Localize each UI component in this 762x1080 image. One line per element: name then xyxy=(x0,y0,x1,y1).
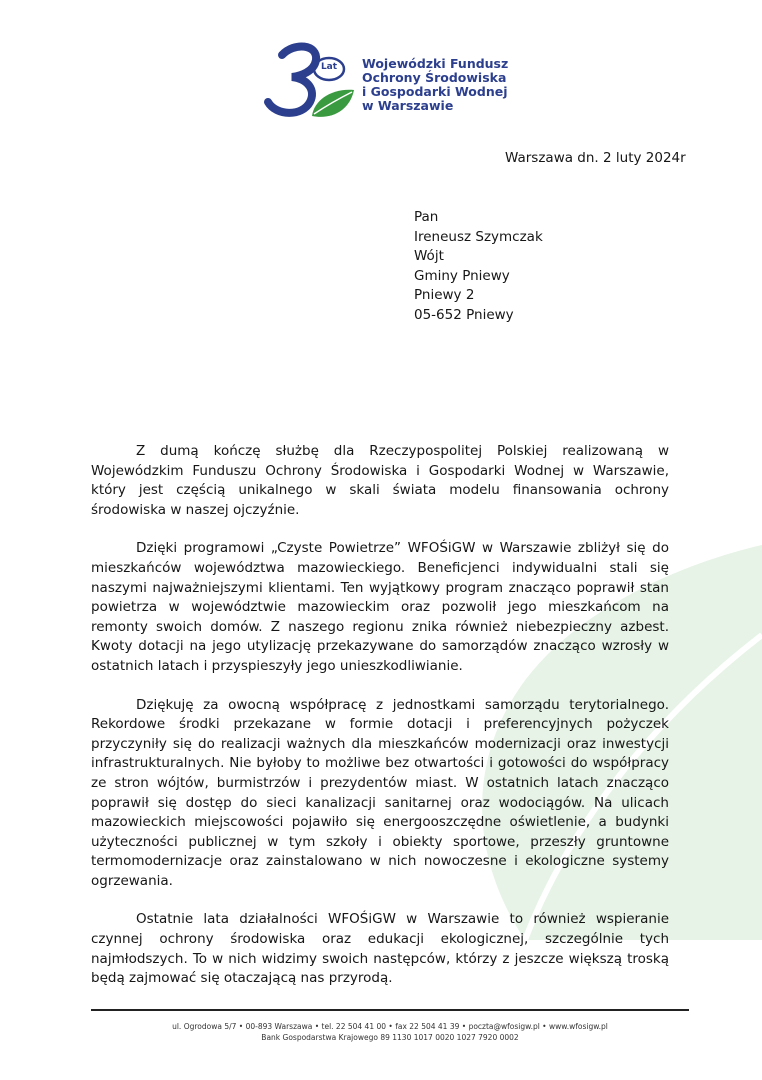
body-paragraph: Z dumą kończę służbę dla Rzeczypospolitej Polskiej realizowaną w Wojewódzkim Funduszu Ochrony Środowiska i Gospodarki Wodnej w Warszawie, który jest częścią unikalnego w skali świata modelu finansowania ochrony środowiska w naszej ojczyźnie. xyxy=(91,443,669,518)
body-paragraph: Dziękuję za owocną współpracę z jednostkami samorządu terytorialnego. Rekordowe środki przekazane w formie dotacji i preferencyjnych pożyczek przyczyniły się do realizacji ważnych dla mieszkańców modernizacji oraz inwestycji infrastrukturalnych. Nie byłoby to możliwe bez otwartości i gotowości do współpracy ze stron wójtów, burmistrzów i prezydentów miast. W ostatnich latach znacząco poprawił się dostęp do sieci kanalizacji sanitarnej oraz wodociągów. Na ulicach mazowieckich miejscowości pojawiło się energooszczędne oświetlenie, a budynki użyteczności publicznej w tym szkoły i obiekty sportowe, przeszły gruntowne termomodernizacje oraz zainstalowano w nich nowoczesne i ekologiczne systemy ogrzewania. xyxy=(91,696,669,889)
letter-date: Warszawa dn. 2 luty 2024r xyxy=(505,150,686,166)
footer xyxy=(91,1022,689,1043)
footer-divider xyxy=(91,1009,689,1011)
logo-name-line: Wojewódzki Fundusz xyxy=(362,56,509,71)
logo-lat-label: Lat xyxy=(320,62,338,72)
recipient-line: Wójt xyxy=(414,248,444,265)
logo-name xyxy=(362,57,508,113)
logo-name-line: i Gospodarki Wodnej xyxy=(362,84,508,99)
body-paragraph: Ostatnie lata działalności WFOŚiGW w Warszawie to również wspieranie czynnej ochrony środowiska oraz edukacji ekologicznej, szczególnie tych najmłodszych. To w nich widzimy swoich następców, którzy z jeszcze większą troską będą zajmować się otaczającą nas przyrodą. xyxy=(91,911,669,987)
footer-contact: ul. Ogrodowa 5/7 • 00-893 Warszawa • tel. 22 504 41 00 • fax 22 504 41 39 • poczta@wfosigw.pl • www.wfosigw.pl xyxy=(172,1022,608,1031)
letter-body xyxy=(91,442,669,1008)
recipient-address xyxy=(414,208,543,326)
body-paragraph: Dzięki programowi „Czyste Powietrze” WFOŚiGW w Warszawie zbliżył się do mieszkańców województwa mazowieckiego. Beneficjenci indywidualni stali się naszymi najważniejszymi klientami. Ten wyjątkowy program znacząco poprawił stan powietrza w województwie mazowieckim oraz pozwolił jego mieszkańcom na remonty swoich domów. Z naszego regionu znika również niebezpieczny azbest. Kwoty dotacji na jego utylizację przekazywane do samorządów znacząco wzrosły w ostatnich latach i przyspieszyły jego unieszkodliwianie. xyxy=(91,540,669,674)
anniversary-30-logo-icon xyxy=(262,40,362,120)
recipient-line: Pan xyxy=(414,209,439,225)
logo-name-line: Ochrony Środowiska xyxy=(362,70,507,85)
recipient-line: Gminy Pniewy xyxy=(414,267,510,284)
logo-name-line: w Warszawie xyxy=(362,98,454,113)
footer-bank-account: Bank Gospodarstwa Krajowego 89 1130 1017 0020 1027 7920 0002 xyxy=(261,1032,519,1042)
recipient-line: Ireneusz Szymczak xyxy=(414,228,543,245)
recipient-line: 05-652 Pniewy xyxy=(414,306,514,323)
fund-logo xyxy=(262,40,512,120)
recipient-line: Pniewy 2 xyxy=(414,287,475,304)
